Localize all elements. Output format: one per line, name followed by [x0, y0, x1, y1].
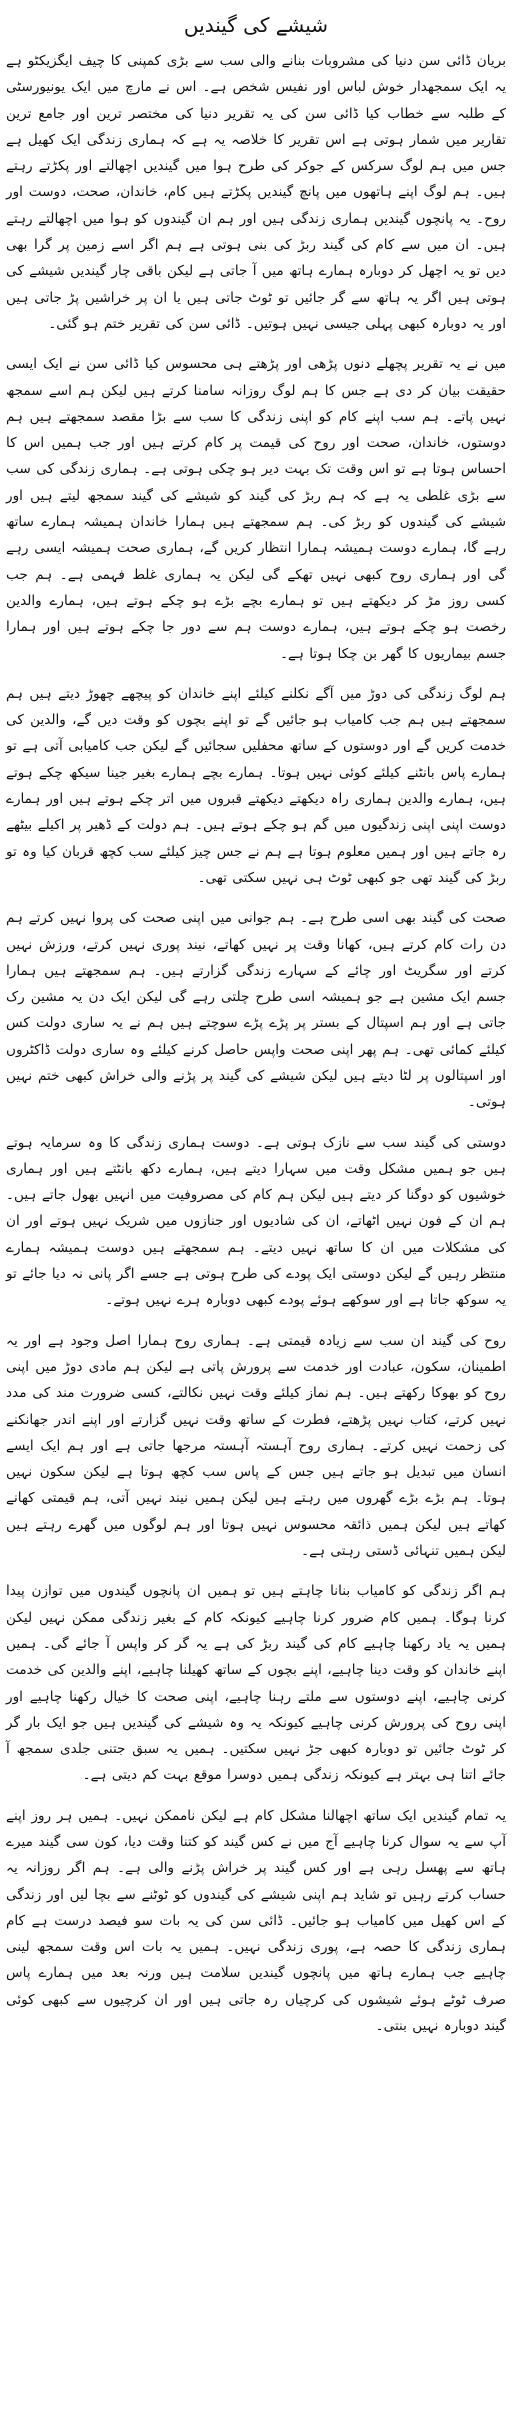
article-title: شیشے کی گیندیں — [183, 13, 329, 37]
article-paragraph: صحت کی گیند بھی اسی طرح ہے۔ ہم جوانی میں اپنی صحت کی پروا نہیں کرتے ہم دن رات کام کرتے ہیں، کھانا وقت پر نہیں کھاتے، نیند پوری نہیں کرتے، ورزش نہیں کرتے اور سگریٹ اور چائے کے سہارے زندگی گزارتے ہیں۔ ہم سمجھتے ہیں ہمارا جسم ایک مشین ہے جو ہمیشہ اسی طرح چلتی رہے گی لیکن ایک دن یہ مشین رک جاتی ہے اور ہم اسپتال کے بستر پر پڑے پڑے سوچتے ہیں ہم نے یہ ساری دولت کس کیلئے کمائی تھی۔ ہم پھر اپنی صحت واپس حاصل کرنے کیلئے وہ ساری دولت ڈاکٹروں اور اسپتالوں پر لٹا دیتے ہیں لیکن شیشے کی گیند پر پڑنے والی خراش کبھی ختم نہیں ہوتی۔ — [6, 910, 506, 1111]
article-paragraph: یہ تمام گیندیں ایک ساتھ اچھالنا مشکل کام ہے لیکن ناممکن نہیں۔ ہمیں ہر روز اپنے آپ سے یہ سوال کرنا چاہیے آج میں نے کس گیند کو کتنا وقت دیا، کون سی گیند میرے ہاتھ سے پھسل رہی ہے اور کس گیند پر خراش پڑنے والی ہے۔ ہم اگر روزانہ یہ حساب کرتے رہیں تو شاید ہم اپنی شیشے کی گیندوں کو ٹوٹنے سے بچا لیں اور زندگی کے اس کھیل میں کامیاب ہو جائیں۔ ڈائی سن کی یہ بات سو فیصد درست ہے کام ہماری زندگی کا حصہ ہے، پوری زندگی نہیں۔ ہمیں یہ بات اس وقت سمجھ لینی چاہیے جب ہمارے ہاتھ میں پانچوں گیندیں سلامت ہیں ورنہ بعد میں ہمارے پاس صرف ٹوٹے ہوئے شیشوں کی کرچیاں رہ جاتی ہیں اور ان کرچیوں سے کبھی کوئی گیند دوبارہ نہیں بنتی۔ — [6, 1807, 506, 2035]
article-paragraph: میں نے یہ تقریر پچھلے دنوں پڑھی اور پڑھتے ہی محسوس کیا ڈائی سن نے ایک ایسی حقیقت بیان کر دی ہے جس کا ہم لوگ روزانہ سامنا کرتے ہیں لیکن ہم اسے سمجھ نہیں پاتے۔ ہم سب اپنے کام کو اپنی زندگی کا سب سے بڑا مقصد سمجھتے ہیں ہم دوستوں، خاندان، صحت اور روح کی قیمت پر کام کرتے ہیں اور جب ہمیں اس کا احساس ہوتا ہے تو اس وقت تک بہت دیر ہو چکی ہوتی ہے۔ ہماری زندگی کی سب سے بڑی غلطی یہ ہے کہ ہم ربڑ کی گیند کو شیشے کی گیند سمجھ لیتے ہیں اور شیشے کی گیندوں کو ربڑ کی۔ ہم سمجھتے ہیں ہمارا خاندان ہمیشہ ہمارے ساتھ رہے گا، ہمارے دوست ہمیشہ ہمارا انتظار کریں گے، ہماری صحت ہمیشہ ایسی رہے گی اور ہماری روح کبھی نہیں تھکے گی لیکن یہ ہماری غلط فہمی ہے۔ ہم جب کسی روز مڑ کر دیکھتے ہیں تو ہمارے بچے بڑے ہو چکے ہوتے ہیں، ہمارے والدین رخصت ہو چکے ہوتے ہیں، ہمارے دوست ہم سے دور جا چکے ہوتے ہیں اور ہمارا جسم بیماریوں کا گھر بن چکا ہوتا ہے۔ — [6, 356, 506, 662]
article-paragraph: دوستی کی گیند سب سے نازک ہوتی ہے۔ دوست ہماری زندگی کا وہ سرمایہ ہوتے ہیں جو ہمیں مشکل وقت میں سہارا دیتے ہیں، ہمارے دکھ بانٹتے ہیں اور ہماری خوشیوں کو دوگنا کر دیتے ہیں لیکن ہم کام کی مصروفیت میں انہیں بھول جاتے ہیں۔ ہم ان کے فون نہیں اٹھاتے، ان کی شادیوں اور جنازوں میں شریک نہیں ہوتے اور ان کی مشکلات میں ان کا ساتھ نہیں دیتے۔ ہم سمجھتے ہیں دوست ہمیشہ ہمارے منتظر رہیں گے لیکن دوستی ایک پودے کی طرح ہوتی ہے جسے اگر پانی نہ دیا جائے تو یہ سوکھ جاتا ہے اور سوکھے ہوئے پودے کبھی دوبارہ ہرے نہیں ہوتے۔ — [6, 1134, 506, 1309]
article-paragraph: ہم لوگ زندگی کی دوڑ میں آگے نکلنے کیلئے اپنے خاندان کو پیچھے چھوڑ دیتے ہیں ہم سمجھتے ہیں ہم جب کامیاب ہو جائیں گے تو اپنے بچوں کو وقت دیں گے، والدین کی خدمت کریں گے اور دوستوں کے ساتھ محفلیں سجائیں گے لیکن جب کامیابی آتی ہے تو ہمارے پاس بانٹنے کیلئے کوئی نہیں ہوتا۔ ہمارے بچے ہمارے بغیر جینا سیکھ چکے ہوتے ہیں، ہمارے والدین ہماری راہ دیکھتے دیکھتے قبروں میں اتر چکے ہوتے ہیں اور ہمارے دوست اپنی اپنی زندگیوں میں گم ہو چکے ہوتے ہیں۔ ہم دولت کے ڈھیر پر اکیلے بیٹھے رہ جاتے ہیں اور ہمیں معلوم ہوتا ہے ہم نے جس چیز کیلئے سب کچھ قربان کیا وہ تو ربڑ کی گیند تھی جو کبھی ٹوٹ ہی نہیں سکتی تھی۔ — [6, 685, 506, 886]
article-paragraph: ہم اگر زندگی کو کامیاب بنانا چاہتے ہیں تو ہمیں ان پانچوں گیندوں میں توازن پیدا کرنا ہوگا۔ ہمیں کام ضرور کرنا چاہیے کیونکہ کام کے بغیر زندگی ممکن نہیں لیکن ہمیں یہ یاد رکھنا چاہیے کام کی گیند ربڑ کی ہے یہ گر کر واپس آ جائے گی۔ ہمیں اپنے خاندان کو وقت دینا چاہیے، اپنے بچوں کے ساتھ کھیلنا چاہیے، اپنے والدین کی خدمت کرنی چاہیے، اپنے دوستوں سے ملتے رہنا چاہیے، اپنی صحت کا خیال رکھنا چاہیے اور اپنی روح کی پرورش کرنی چاہیے کیونکہ یہ وہ شیشے کی گیندیں ہیں جو ایک بار گر کر ٹوٹ جائیں تو دوبارہ کبھی جڑ نہیں سکتیں۔ ہمیں یہ سبق جتنی جلدی سمجھ آ جائے اتنا ہی بہتر ہے کیونکہ زندگی ہمیں دوسرا موقع بہت کم دیتی ہے۔ — [6, 1583, 506, 1784]
article-paragraph: بریان ڈائی سن دنیا کی مشروبات بنانے والی سب سے بڑی کمپنی کا چیف ایگزیکٹو ہے یہ ایک سمجھدار خوش لباس اور نفیس شخص ہے۔ اس نے مارچ میں ایک یونیورسٹی کے طلبہ سے خطاب کیا ڈائی سن کی یہ تقریر دنیا کی مختصر ترین اور جامع ترین تقاریر میں شمار ہوتی ہے اس تقریر کا خلاصہ یہ ہے کہ ہماری زندگی ایک کھیل ہے جس میں ہم لوگ سرکس کے جوکر کی طرح ہوا میں گیندیں اچھالتے اور پکڑتے رہتے ہیں۔ ہم لوگ اپنے ہاتھوں میں پانچ گیندیں پکڑتے ہیں کام، خاندان، صحت، دوست اور روح۔ یہ پانچوں گیندیں ہماری زندگی ہیں اور ہم ان گیندوں کو ہوا میں اچھالتے رہتے ہیں۔ ان میں سے کام کی گیند ربڑ کی بنی ہوتی ہے ہم اگر اسے زمین پر گرا بھی دیں تو یہ اچھل کر دوبارہ ہمارے ہاتھ میں آ جاتی ہے لیکن باقی چار گیندیں شیشے کی ہوتی ہیں اگر یہ ہاتھ سے گر جائیں تو ٹوٹ جاتی ہیں یا ان پر خراشیں پڑ جاتی ہیں اور یہ دوبارہ کبھی پہلی جیسی نہیں ہوتیں۔ ڈائی سن کی تقریر ختم ہو گئی۔ — [6, 53, 506, 332]
article-body — [6, 48, 506, 2039]
article-paragraph: روح کی گیند ان سب سے زیادہ قیمتی ہے۔ ہماری روح ہمارا اصل وجود ہے اور یہ اطمینان، سکون، عبادت اور خدمت سے پرورش پاتی ہے لیکن ہم مادی دوڑ میں اپنی روح کو بھوکا رکھتے ہیں۔ ہم نماز کیلئے وقت نہیں نکالتے، کسی ضرورت مند کی مدد نہیں کرتے، کتاب نہیں پڑھتے، فطرت کے ساتھ وقت نہیں گزارتے اور اپنے اندر جھانکنے کی زحمت نہیں کرتے۔ ہماری روح آہستہ آہستہ مرجھا جاتی ہے اور ہم ایک ایسے انسان میں تبدیل ہو جاتے ہیں جس کے پاس سب کچھ ہوتا ہے لیکن سکون نہیں ہوتا۔ ہم بڑے بڑے گھروں میں رہتے ہیں لیکن ہمیں نیند نہیں آتی، ہم قیمتی کھانے کھاتے ہیں لیکن ہمیں ذائقہ محسوس نہیں ہوتا اور ہم لوگوں میں گھرے رہتے ہیں لیکن ہمیں تنہائی ڈستی رہتی ہے۔ — [6, 1332, 506, 1560]
